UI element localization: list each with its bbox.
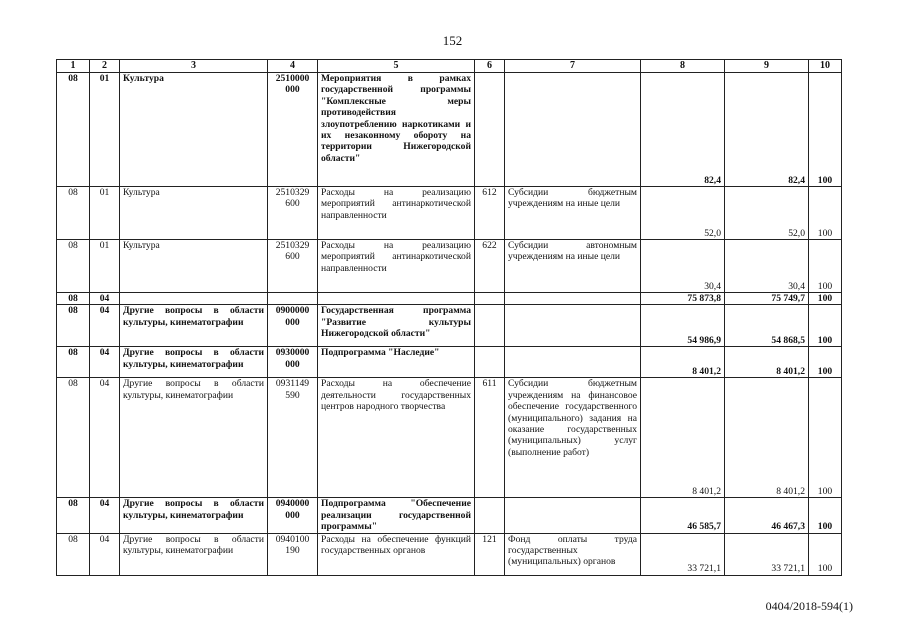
cell-expense-type-code: 121	[475, 533, 505, 575]
cell-plan-amount: 82,4	[641, 73, 725, 187]
cell-percent: 100	[809, 347, 842, 378]
cell-percent: 100	[809, 498, 842, 533]
cell-code: 2510329 600	[268, 187, 318, 240]
table-row	[57, 533, 842, 575]
cell-expense-type-code: 612	[475, 187, 505, 240]
column-header: 9	[725, 60, 809, 73]
cell-fact-amount: 54 868,5	[725, 305, 809, 347]
cell-expense-type-code	[475, 498, 505, 533]
cell-section: 08	[57, 187, 90, 240]
cell-fact-amount: 30,4	[725, 240, 809, 293]
cell-plan-amount: 46 585,7	[641, 498, 725, 533]
cell-description: Мероприятия в рамках государственной программы "Комплексные меры противодействия злоупотреблению наркотиками и их незаконному обороту на территории Нижегородской области"	[318, 73, 475, 187]
cell-subsection: 04	[90, 347, 120, 378]
cell-expense-type-code	[475, 347, 505, 378]
cell-description: Подпрограмма "Обеспечение реализации государственной программы"	[318, 498, 475, 533]
cell-expense-type-name: Фонд оплаты труда государственных (муниципальных) органов	[505, 533, 641, 575]
cell-subsection: 04	[90, 293, 120, 305]
cell-description: Государственная программа "Развитие культуры Нижегородской области"	[318, 305, 475, 347]
cell-fact-amount: 46 467,3	[725, 498, 809, 533]
cell-section: 08	[57, 73, 90, 187]
cell-subsection: 04	[90, 305, 120, 347]
cell-percent: 100	[809, 73, 842, 187]
column-header: 2	[90, 60, 120, 73]
cell-description: Расходы на реализацию мероприятий антинаркотической направленности	[318, 187, 475, 240]
cell-section: 08	[57, 240, 90, 293]
cell-expense-type-name	[505, 73, 641, 187]
cell-plan-amount: 52,0	[641, 187, 725, 240]
column-header: 1	[57, 60, 90, 73]
cell-section: 08	[57, 347, 90, 378]
cell-fact-amount: 82,4	[725, 73, 809, 187]
cell-subsection: 04	[90, 378, 120, 498]
cell-plan-amount: 8 401,2	[641, 347, 725, 378]
cell-description	[318, 293, 475, 305]
cell-fact-amount: 75 749,7	[725, 293, 809, 305]
cell-name: Другие вопросы в области культуры, кинематографии	[120, 347, 268, 378]
cell-expense-type-name	[505, 347, 641, 378]
cell-subsection: 01	[90, 187, 120, 240]
cell-expense-type-name: Субсидии автономным учреждениям на иные цели	[505, 240, 641, 293]
cell-description: Расходы на обеспечение деятельности государственных центров народного творчества	[318, 378, 475, 498]
cell-section: 08	[57, 293, 90, 305]
column-header: 3	[120, 60, 268, 73]
cell-name	[120, 293, 268, 305]
cell-section: 08	[57, 305, 90, 347]
cell-description: Подпрограмма "Наследие"	[318, 347, 475, 378]
cell-name: Культура	[120, 73, 268, 187]
cell-code: 0940100 190	[268, 533, 318, 575]
cell-percent: 100	[809, 293, 842, 305]
cell-fact-amount: 8 401,2	[725, 347, 809, 378]
column-header: 6	[475, 60, 505, 73]
cell-name: Культура	[120, 240, 268, 293]
page-number: 152	[442, 33, 463, 48]
cell-percent: 100	[809, 378, 842, 498]
cell-name: Культура	[120, 187, 268, 240]
cell-plan-amount: 75 873,8	[641, 293, 725, 305]
cell-expense-type-name	[505, 293, 641, 305]
cell-expense-type-name	[505, 498, 641, 533]
header-row	[57, 60, 842, 73]
cell-expense-type-code	[475, 73, 505, 187]
cell-section: 08	[57, 378, 90, 498]
cell-plan-amount: 8 401,2	[641, 378, 725, 498]
cell-plan-amount: 54 986,9	[641, 305, 725, 347]
cell-expense-type-code	[475, 293, 505, 305]
cell-expense-type-code	[475, 305, 505, 347]
cell-name: Другие вопросы в области культуры, кинематографии	[120, 378, 268, 498]
cell-code: 0931149 590	[268, 378, 318, 498]
cell-section: 08	[57, 498, 90, 533]
column-header: 7	[505, 60, 641, 73]
cell-code: 0930000 000	[268, 347, 318, 378]
cell-section: 08	[57, 533, 90, 575]
cell-expense-type-code: 622	[475, 240, 505, 293]
column-header: 4	[268, 60, 318, 73]
cell-name: Другие вопросы в области культуры, кинематографии	[120, 533, 268, 575]
cell-fact-amount: 8 401,2	[725, 378, 809, 498]
cell-percent: 100	[809, 533, 842, 575]
cell-fact-amount: 52,0	[725, 187, 809, 240]
cell-code: 0900000 000	[268, 305, 318, 347]
cell-plan-amount: 30,4	[641, 240, 725, 293]
table-row	[57, 293, 842, 305]
cell-expense-type-name	[505, 305, 641, 347]
cell-name: Другие вопросы в области культуры, кинематографии	[120, 305, 268, 347]
cell-description: Расходы на реализацию мероприятий антинаркотической направленности	[318, 240, 475, 293]
budget-table	[56, 59, 842, 576]
table-row	[57, 73, 842, 187]
table-row	[57, 498, 842, 533]
table-row	[57, 187, 842, 240]
column-header: 8	[641, 60, 725, 73]
table-row	[57, 378, 842, 498]
cell-code: 2510000 000	[268, 73, 318, 187]
column-header: 5	[318, 60, 475, 73]
cell-subsection: 04	[90, 533, 120, 575]
cell-expense-type-name: Субсидии бюджетным учреждениям на финансовое обеспечение государственного (муниципального) задания на оказание государственных (муниципальных) услуг (выполнение работ)	[505, 378, 641, 498]
cell-code	[268, 293, 318, 305]
table-row	[57, 305, 842, 347]
cell-fact-amount: 33 721,1	[725, 533, 809, 575]
cell-description: Расходы на обеспечение функций государственных органов	[318, 533, 475, 575]
cell-percent: 100	[809, 187, 842, 240]
table-row	[57, 347, 842, 378]
cell-subsection: 04	[90, 498, 120, 533]
cell-code: 2510329 600	[268, 240, 318, 293]
cell-expense-type-name: Субсидии бюджетным учреждениям на иные цели	[505, 187, 641, 240]
cell-subsection: 01	[90, 73, 120, 187]
column-header: 10	[809, 60, 842, 73]
cell-expense-type-code: 611	[475, 378, 505, 498]
cell-plan-amount: 33 721,1	[641, 533, 725, 575]
cell-percent: 100	[809, 305, 842, 347]
cell-name: Другие вопросы в области культуры, кинематографии	[120, 498, 268, 533]
cell-code: 0940000 000	[268, 498, 318, 533]
table-row	[57, 240, 842, 293]
cell-percent: 100	[809, 240, 842, 293]
cell-subsection: 01	[90, 240, 120, 293]
document-code: 0404/2018-594(1)	[765, 599, 853, 613]
